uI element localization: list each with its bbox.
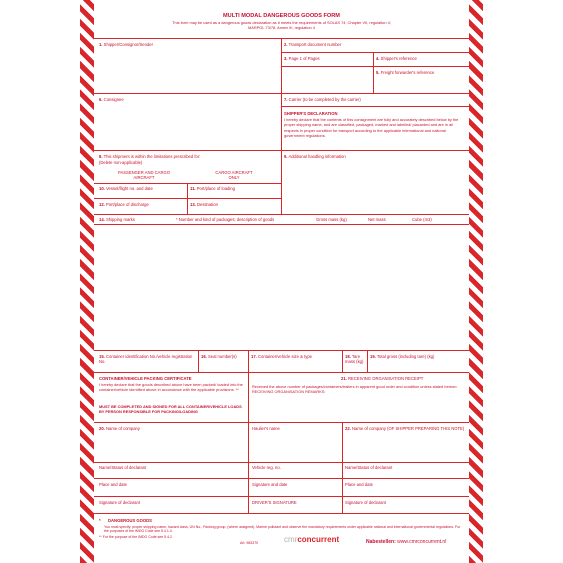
box-container-size-label: 17. Container/vehicle size & type [251, 354, 312, 359]
box-transport-doc-label: 2. Transport document number [284, 42, 342, 47]
dangerous-goods-title: DANGEROUS GOODS [108, 518, 152, 523]
option-passenger-aircraft[interactable]: PASSENGER AND CARGO AIRCRAFT [117, 170, 171, 180]
box-vessel-flight-label: 10. Vessel/flight no. and date [99, 186, 153, 191]
article-code: Art. 983370 [240, 541, 259, 545]
box-destination-label: 13. Destination [190, 202, 218, 207]
form-subtitle: This form may be used as a dangerous goods declaration as it meets the requirements of SOLAS 74, Chapter VII, regulation 4; [172, 20, 391, 25]
receiving-remarks-text: Received the above number of packages/containers/trailers in apparent good order and condition unless stated hereon: RECEIVING ORGANISATION REMARKS: [252, 384, 458, 394]
declarant-name-label: Name/Status of declarant [99, 465, 147, 470]
box-handling-info-label: 9. Additional handling information [284, 154, 346, 159]
box-freight-forwarder-label: 5. Freight forwarder's reference [376, 70, 435, 75]
net-mass-heading: Net mass [368, 217, 386, 222]
shipper-declaration-text: I hereby declare that the contents of this consignment are fully and accurately described below by the proper shipping name, and are classified, packaged, marked and labelled/ placarded and are in all respects in proper condition for transport according to the applicable international and national government regulations. [284, 117, 459, 139]
driver-signature-label: DRIVER'S SIGNATURE [252, 500, 297, 505]
declarant-signature-label: Signature of declarant [99, 500, 140, 505]
box-port-discharge-label: 12. Port/place of discharge [99, 202, 149, 207]
form-subtitle-2: MARPOL 73/78, Annex III, regulation 4 [248, 25, 315, 30]
left-border-stripe [80, 0, 94, 563]
dangerous-goods-note: You must specify: proper shipping name, hazard class, UN No., Packing group, (where assigned). Marine pollutant and observe the mandatory requirements under applicable national and international governmental regulations. For the purposes of the IMDG Code see 5.4.1.4. [104, 525, 461, 534]
cube-heading: Cube (m3) [412, 217, 432, 222]
preparer-signature-label: Signature of declarant [345, 500, 386, 505]
box-shipper-reference-label: 4. Shipper's reference [376, 56, 417, 61]
reorder-line: Nabestellen: www.cmrconcurrent.nl [366, 539, 447, 545]
gross-mass-heading: Gross mass (kg) [316, 217, 347, 222]
brand-logo: cmrconcurrent [284, 535, 340, 544]
preparer-name-label: Name/Status of declarant [345, 465, 393, 470]
box-seal-number-label: 16. Seal number(s) [201, 354, 237, 359]
packages-description-heading: * Number and kind of packages; description of goods [176, 217, 275, 222]
haulier-sign-date-label: Signature and date [252, 482, 288, 487]
box-shipper-label: 1. Shipper/Consignor/Sender [99, 42, 154, 47]
box-tare-mass-label: 18. Tare mass (kg) [345, 354, 364, 364]
box-limitations-label: 8. This shipment is within the limitations prescribed for: [99, 154, 201, 159]
box-page-count-label: 3. Page 1 of Pages [284, 56, 320, 61]
box-limitations-note: (Delete non-applicable) [99, 160, 143, 165]
box-total-gross-label: 19. Total gross (including tare) (kg) [370, 354, 435, 359]
packing-certificate-title: CONTAINER/VEHICLE PACKING CERTIFICATE [99, 376, 192, 381]
form-title: MULTI MODAL DANGEROUS GOODS FORM [223, 13, 340, 19]
declarant-place-date-label: Place and date [99, 482, 127, 487]
dangerous-goods-star: * [99, 518, 101, 523]
packing-certificate-text: I hereby declare that the goods described above have been packed/ loaded into the container/vehicle identified above in accordance with the applicable provisions. ** [99, 382, 243, 392]
receiving-receipt-title: 21. RECEIVING ORGANISATION RECEIPT [341, 376, 424, 381]
dangerous-goods-form [94, 0, 469, 563]
preparer-place-date-label: Place and date [345, 482, 373, 487]
vehicle-reg-label: Vehicle reg. no. [252, 465, 281, 470]
preparer-company-label: 22. Name of company (OF SHIPPER PREPARING THIS NOTE) [345, 426, 465, 431]
box-container-id-label: 15. Container identification No./vehicle registration No. [99, 354, 193, 364]
box-shipping-marks-label: 14. Shipping marks [99, 217, 135, 222]
box-carrier-label: 7. Carrier (to be completed by the carrier) [284, 97, 361, 102]
packing-certificate-warning: MUST BE COMPLETED AND SIGNED FOR ALL CONTAINER/VEHICLE LOADS BY PERSON RESPONSIBLE FOR PACKING/LOADING [99, 404, 242, 414]
option-cargo-aircraft[interactable]: CARGO AIRCRAFT ONLY [215, 170, 253, 180]
declarant-company-label: 20. Name of company [99, 426, 140, 431]
imdg-code-note: ** For the purpose of the IMDG Code see 5.4.2 [99, 535, 172, 539]
shipper-declaration-title: SHIPPER'S DECLARATION [284, 111, 338, 116]
right-border-stripe [469, 0, 483, 563]
haulier-name-label: Haulier's name [252, 426, 280, 431]
reorder-url[interactable]: www.cmrconcurrent.nl [397, 539, 447, 545]
box-consignee-label: 6. Consignee [99, 97, 124, 102]
box-port-loading-label: 11. Port/place of loading [190, 186, 235, 191]
